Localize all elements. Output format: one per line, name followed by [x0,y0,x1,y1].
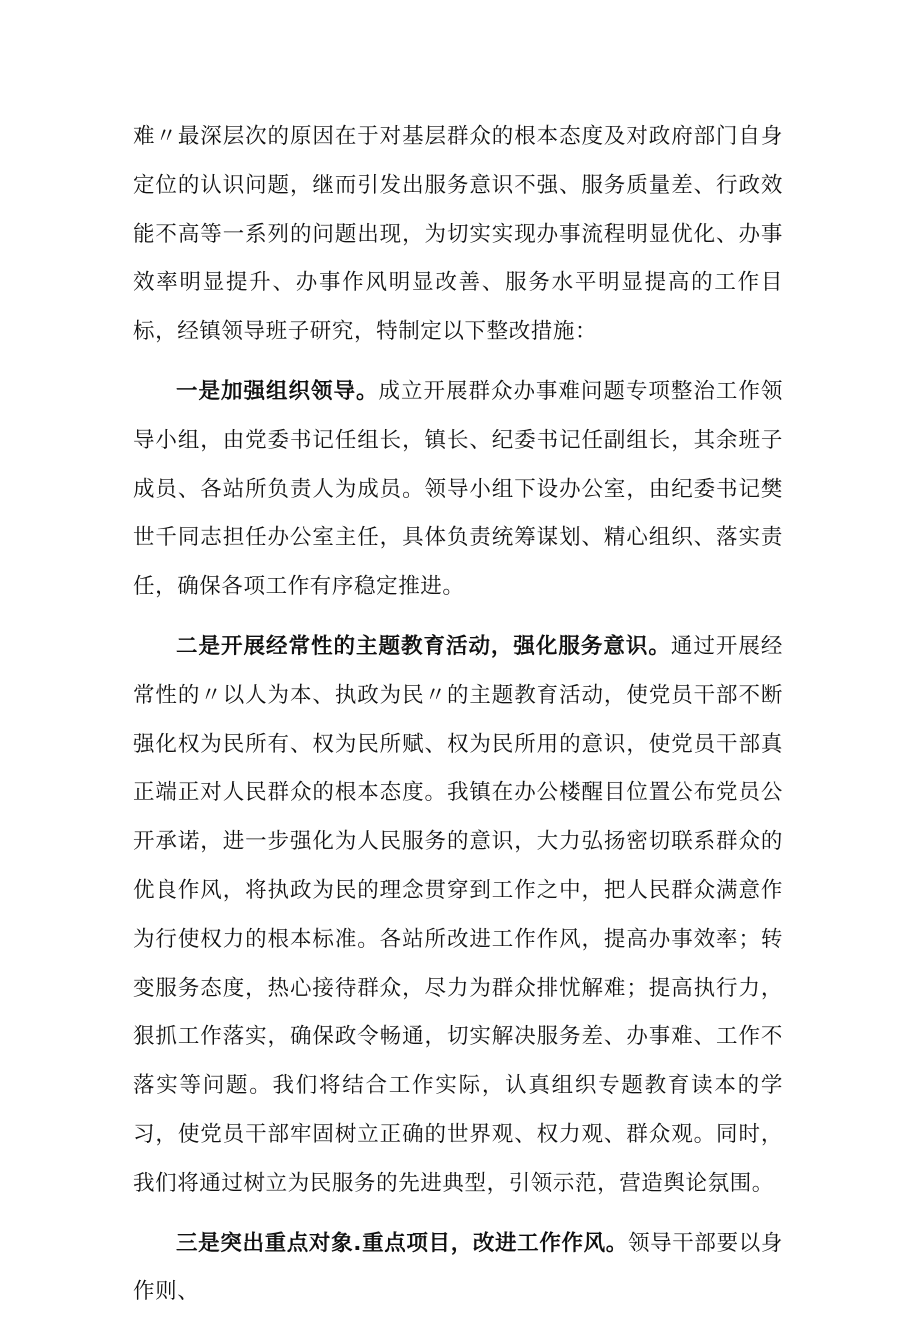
paragraph-text: 难〃最深层次的原因在于对基层群众的根本态度及对政府部门自身定位的认识问题，继而引发出服务意识不强、服务质量差、行政效能不高等一系列的问题出现，为切实实现办事流程明显优化、办事效率明显提升、办事作风明显改善、服务水平明显提高的工作目标，经镇领导班子研究，特制定以下整改措施： [133,124,783,345]
paragraph-lead: 三是突出重点对象.重点项目，改进工作作风。 [176,1230,628,1256]
paragraph-text: 领导干部要以身作则、 [133,1230,783,1305]
paragraph-continuation [133,113,783,357]
paragraph-text: 成立开展群众办事难问题专项整治工作领导小组，由党委书记任组长，镇长、纪委书记任副组长，其余班子成员、各站所负责人为成员。领导小组下设办公室，由纪委书记樊世千同志担任办公室主任，具体负责统筹谋划、精心组织、落实责任，确保各项工作有序稳定推进。 [133,378,783,600]
paragraph-lead: 一是加强组织领导。 [176,378,379,404]
paragraph-text: 通过开展经常性的〃以人为本、执政为民〃的主题教育活动，使党员干部不断强化权为民所有、权为民所赋、权为民所用的意识，使党员干部真正端正对人民群众的根本态度。我镇在办公楼醒目位置公布党员公开承诺，进一步强化为人民服务的意识，大力弘扬密切联系群众的优良作风，将执政为民的理念贯穿到工作之中，把人民群众满意作为行使权力的根本标准。各站所改进工作作风，提高办事效率；转变服务态度，热心接待群众，尽力为群众排忧解难；提高执行力，狠抓工作落实，确保政令畅通，切实解决服务差、办事难、工作不落实等问题。我们将结合工作实际，认真组织专题教育读本的学习，使党员干部牢固树立正确的世界观、权力观、群众观。同时，我们将通过树立为民服务的先进典型，引领示范，营造舆论氛围。 [133,633,783,1196]
paragraph-key-targets [133,1220,783,1318]
paragraph-organization-leadership [133,368,783,612]
document-page [133,113,783,1328]
paragraph-theme-education [133,623,783,1209]
paragraph-lead: 二是开展经常性的主题教育活动，强化服务意识。 [176,633,671,659]
